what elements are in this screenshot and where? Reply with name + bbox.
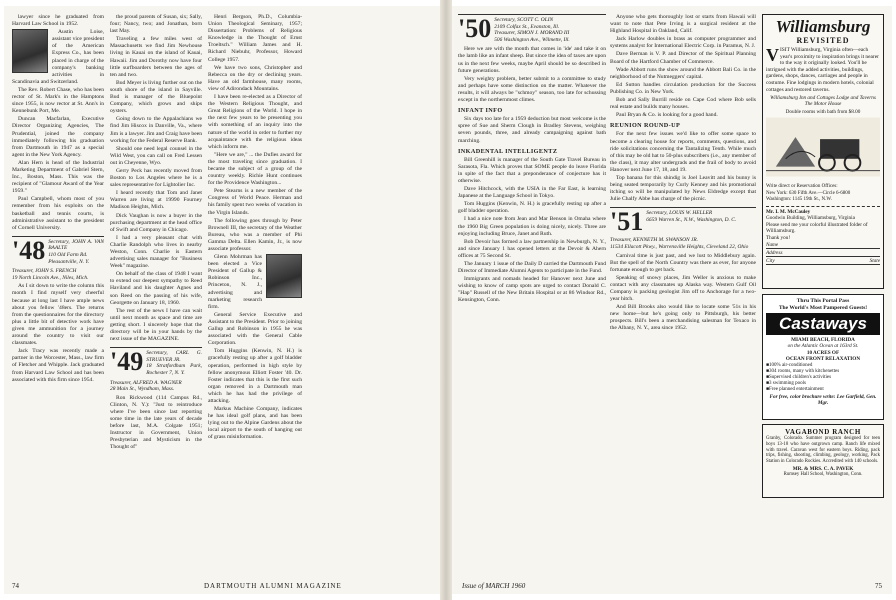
right-column-1 <box>458 14 606 579</box>
paragraph: Jack Tracy was recently made a partner in the Worcester, Mass., law firm of Fletcher and Whipple. Jack graduated from Harvard Law School and has been associated with this firm since 1954. <box>12 348 104 383</box>
paragraph: Dave Hitchcock, with the USIA in the Far East, is learning Japanese at the Language School in Tokyo. <box>458 186 606 200</box>
paragraph: The rest of the news I have can wait until next month as space and time are getting short. I sincerely hope that the directory will be in your hands by the next issue of the MAGAZINE. <box>110 307 202 343</box>
paragraph: The January 1 issue of the Daily D carried the Dartmouth Fund Director of Immediate Alumni Agents to participate in the Fund. <box>458 261 606 275</box>
treasurer: Treasurer, KENNETH M. SWANSON JR. <box>610 237 699 244</box>
paragraph: the proud parents of Susan, six; Sally, four; Nancy, two; and Jonathan, born last May. <box>110 14 202 35</box>
ad-subtitle: REVISITED <box>796 36 850 45</box>
treasurer: Treasurer, ALFRED A. WAGNER <box>110 379 182 386</box>
paragraph: Six days too late for a 1959 deduction but most welcome is the spree of Sue and Sherm Clough in Bradley Stevens, weighing seven pounds, three, and already campaigning against bath marching. <box>458 116 606 144</box>
williamsburg-ad <box>762 14 884 289</box>
class-50-header <box>458 14 606 43</box>
paragraph: Pete Stearns is a new member of the Congress of World Peace. Herman and his family spent two weeks of vacation in the Virgin Islands. <box>208 188 302 216</box>
left-column-2 <box>110 14 202 579</box>
feature-item: ■ Supervised children's activities <box>766 375 880 381</box>
paragraph: Top banana for this shindig is Joel Leavitt and his bunny is being seated temporarily by Curly Kenney and his promotional itching so will be manipulated by News Eldredge except that Julie Chalfy Abbe has charge of the picnic. <box>610 174 756 203</box>
secretary-address: 18 Stratfordham Park, Rochester 7, N. Y. <box>146 363 202 376</box>
paragraph: Glenn Mohrman has been elected a Vice President of Gallup & Robinson Inc., Princeton, N. J., advertising and marketing research firm. <box>208 254 262 310</box>
coupon-recipient: Mr. I. M. McCauley <box>766 208 811 215</box>
city-label: City <box>766 257 775 264</box>
paragraph: Anyone who gets thoroughly lost or starts from Hawaii will want to note that Pete Irving is a surgical resident at the Highland Hospital in Oakland, Calif. <box>610 14 756 35</box>
drop-cap: V <box>766 45 779 65</box>
castaways-logo: Castaways <box>766 313 880 335</box>
magazine-title: DARTMOUTH ALUMNI MAGAZINE <box>204 582 342 590</box>
name-field[interactable]: Name <box>766 242 880 249</box>
class-51-header <box>610 207 756 237</box>
ad-location-detail: on the Atlantic Ocean at 163rd St. <box>787 343 859 350</box>
subhead-infant-info: INFANT INFO <box>458 107 503 115</box>
class-48-header <box>12 236 104 265</box>
paragraph: Going down to the Appalachians we find Jim Hiscox in Danville, Va., where Jim is a lawyer. Jim and Craig have been working for the Federal Reserve Bank. <box>110 116 202 144</box>
paragraph: And Bill Brooks also would like to locate some '51s in his new home—but he's going only to Pittsburgh, his better prospects. Bill's been a merchandising salesman for Texaco in the Albany, N. Y., area since 1952. <box>610 304 756 332</box>
city-state-field[interactable] <box>766 258 880 265</box>
portrait-photo <box>12 29 48 73</box>
treasurer: Treasurer, SIMON J. MORAND III <box>494 30 570 37</box>
paragraph: Paul Bryan & Co. is looking for a good hand. <box>616 112 718 119</box>
paragraph: Bill Greenhill is manager of the South Gate Travel Bureau in Sarasota, Fla. Which proves that SOME people do leave Florida in spite of the fact that a preponderance of conjecture has it otherwise. <box>458 156 606 184</box>
class-year: '49 <box>110 347 144 377</box>
paragraph: Alan Hern is head of the Industrial Marketing Department of Gabriel Stern, Inc., Boston, Mass. This was the recipient of "Glamour Award of the Year 1959." <box>12 159 104 195</box>
paragraph: The following goes through by Peter Brownell III, the secretary of the Weather Bureau, who was a member of Phi Gamma Delta. Ellen Kamin, Jr., is now associate professor. <box>208 217 302 252</box>
secretary: Secretary, JOHN A. VAN BAALTE <box>48 238 104 252</box>
castaways-ad <box>762 294 884 420</box>
ad-title: Williamsburg <box>775 17 871 36</box>
treasurer-address: 506 Washington Ave., Wilmette, Ill. <box>494 36 570 43</box>
paragraph: I have been re-elected as a Director of the Western Religious Thought, and Great Religions of the World. I hope in the next few years to be presenting you with something of an inquiry into the nature of the world in order to further my acquaintance with the religious ideas which inform me. <box>208 94 302 150</box>
ad-lodging: Williamsburg Inn and Cottages Lodge and Taverns The Motor House <box>770 95 876 108</box>
page-number: 74 <box>12 582 19 590</box>
subhead-reunion: REUNION ROUND-UP <box>610 122 681 130</box>
paragraph: Bob and Sally Burrill reside on Cape Cod where Bob sells real estate and builds many houses. <box>610 97 756 111</box>
class-year: '48 <box>12 235 46 265</box>
paragraph: Paul Campbell, whom most of you remember from his exploits on the basketball and tennis courts, is administrative assistant to the president of Cornell University. <box>12 196 104 231</box>
paragraph: Very weighty problem, better submit to a committee to study and perhaps have some distinction on the matter. Whatever the results, it will always be "schmoy" season, too late for schussing except in the northernmost climes. <box>458 75 606 104</box>
secretary: Secretary, LOUIS W. HELLER <box>646 210 713 217</box>
class-year: '51 <box>610 207 644 237</box>
secretary-city: Pleasantville, N. Y. <box>48 258 90 265</box>
ad-brochure: For free, color brochure write: Lee Garfield, Gen. Mgr. <box>769 394 877 407</box>
feature-list <box>766 363 880 393</box>
paragraph: lawyer since he graduated from Harvard Law School in 1952. <box>12 14 104 28</box>
state-label: State <box>869 257 880 264</box>
paragraph: Bob Devoir has formed a law partnership in Newburgh, N. Y., and since January 1 has opened letters at the Devoir & Ahern offices at 75 Second St. <box>458 238 606 259</box>
ad-contact-address: Rumsey Hall School, Washington, Conn. <box>783 471 863 477</box>
paragraph: Ed Sutton handles circulation production for the Success Publishing Co. in New York. <box>610 81 756 95</box>
paragraph: Jack Harlow doubles in brass as computer programmer and systems analyst for International Electric Corp. in Paramus, N. J. <box>610 36 756 50</box>
page-number: 75 <box>875 582 882 590</box>
ad-office: Washington: 1145 19th St., N.W. <box>766 197 832 203</box>
address-field[interactable]: Address <box>766 250 880 257</box>
class-49-header <box>110 347 202 376</box>
ad-rates: Double rooms with bath from $8.00 <box>785 109 861 116</box>
paragraph: Carnival time is just past, and we lust to Middlebury again. But the spell of the North Country was there as ever, for anyone fortunate enough to get back. <box>610 252 756 273</box>
secretary: Secretary, SCOTT C. OLIN <box>494 17 554 23</box>
paragraph: Wade Abbott runs the show around the Abbott Bali Co. in the neighborhood of the Nutmeggers' capital. <box>610 66 756 80</box>
mail-coupon[interactable] <box>766 206 880 265</box>
ad-body: Granby, Colorado. Summer program designed for teen boys 13-18 who have outgrown camp. Ranch life mixed with travel. Caravan west for eastern boys. Riding, pack trips, fishing, shooting, climbing, geology, working, Pack Station in Colorado Rockies. Accredited with 140 schools. <box>766 436 880 465</box>
left-column-1 <box>12 14 104 579</box>
secretary-address: 6659 Warren St., N.W., Washington, D. C. <box>646 216 737 223</box>
paragraph: The Rev. Robert Chase, who has been rector of St. Mark's in the Hamptons since 1955, is now rector at St. Ann's in Kennebunk Port, Me. <box>12 86 104 115</box>
left-page <box>4 6 440 594</box>
paragraph: Immigrants and nomads headed for Hanover next June and wishing to know of camp spots are urged to contact Donald C. "Hap" Russell of the New Britain Hospital or at 86 Windsor Rd., Kensington, Conn. <box>458 276 606 304</box>
ad-headline-2: The World's Most Pampered Guests! <box>778 304 868 311</box>
paragraph: Gerry Peck has recently moved from Boston to Los Angeles where he is a sales representative for Lightolier Inc. <box>110 167 202 189</box>
ad-relaxation: OCEAN FRONT RELAXATION <box>785 355 861 362</box>
secretary-address: 2109 Colfax St., Evanston, Ill. <box>494 23 560 30</box>
secretary-address: 110 Old Farm Rd. <box>48 252 88 258</box>
feature-item: ■ 3 swimming pools <box>766 381 880 387</box>
ad-office: New York: 630 Fifth Ave.—Circle 6-6800 <box>766 190 851 196</box>
paragraph: "Here we are," ... the Dufies award for the most traveling since graduation. I became the subject of a group of the country weekly. Richie Hunt continues for the Providence Washington... <box>208 151 302 187</box>
treasurer-address: 11534 Ellacott Pkwy., Warrensville Heights, Cleveland 22, Ohio <box>610 243 749 250</box>
secretary: Secretary, CARL G. STRUEVER JR. <box>146 350 202 363</box>
left-column-3 <box>208 14 302 579</box>
paragraph: I heard recently that Tom and Janet Warren are living at 19990 Fourney Madison Heights, Mich. <box>110 190 202 211</box>
ad-acres: 10 ACRES OF <box>806 349 840 356</box>
treasurer: Treasurer, JOHN S. FRENCH <box>12 268 77 275</box>
paragraph: Should one need legal counsel in the Wild West, you can call on Fred Lessen out in Cheyenne, Wyo. <box>110 145 202 166</box>
paragraph: For the next few issues we'd like to offer some space to become a clearing house for reports, comments, questions, and ride solicitations concerning the Tantalizing Tenth. While much of this may be old hat to 50-plus subscribers (i.e., any member of the class), it may alter undergrads and the frail of body to avoid Hanover next June 17, 18, and 19. <box>610 131 756 173</box>
feature-item: ■ Free planned entertainment <box>766 387 880 393</box>
treasurer-address: 19 North Lincoln Ave., Niles, Mich. <box>12 274 89 281</box>
colonial-carriage-illustration <box>766 117 880 177</box>
paragraph: On behalf of the class of 1948 I want to extend our deepest sympathy to Reed Haviland and his daughter Agnes and son Reed on the passing of his wife, Georgette on January 18, 1960. <box>110 271 202 306</box>
right-column-2 <box>610 14 756 579</box>
ad-contact: MR. & MRS. C. A. PAVEK <box>792 465 854 472</box>
paragraph: General Service Executive and Assistant to the President. Prior to joining Gallup and Robinson in 1955 he was associated with the General Cable Corporation. <box>208 311 302 347</box>
ad-location: MIAMI BEACH, FLORIDA <box>791 337 855 344</box>
paragraph: Ron Rickwood (114 Campus Rd., Clinton, N. Y.): "Just to reintroduce where I've been since last reporting some time in the late years of decade before last, M.A. Colgate 1951; Instructor in Government, Union Presbyterian and Mysticism in the Thought of" <box>110 394 202 451</box>
paragraph: Speaking of snowy places, Jim Weller is anxious to make contact with any classmates up Alaska way. Western Gulf Oil Company is packing geologist Jim off to Anchorage for a two-year hitch. <box>610 274 756 303</box>
paragraph: Dick Vaughan is now a buyer in the purchasing department at the head office of Swift and Company in Chicago. <box>110 212 202 233</box>
paragraph: Here we are with the month that comes in 'ide' and take it on the lamb like an infant sheep. But since the idea of taxes are upon us in the next few weeks, maybe April should be so described in future generations. <box>458 46 606 74</box>
paragraph: Tom Huggins (Kenwin, N. H.) is gracefully resting up after a golf bladder operation. <box>458 201 606 215</box>
paragraph: Duncan Macfarlan, Executive Director Organizing Agencies, The Prudential, joined the company immediately following his graduation from Dartmouth in 1947 as a special agent in the New York Agency. <box>12 116 104 158</box>
feature-item: ■ 100% air-conditioned <box>766 363 880 369</box>
paragraph: We have two sons, Christopher and Rebecca on the dry or declining years. Have an old farmhouse, many rooms, view of Adirondack Mountains. <box>208 64 302 92</box>
paragraph: I had a very pleasant chat with Charlie Randolph who lives in nearby Weston, Conn. Charlie is Eastern advertising sales manager for "Business Week" magazine. <box>110 234 202 270</box>
paragraph: Markus Machine Company, indicates he has ideal golf plans, and has been lying out to the Alpine Gardens about the local airport to the south of hanging out of grass misinformation. <box>208 406 302 441</box>
paragraph: Tom Huggins (Kenwin, N. H.) is gracefully resting up after a golf bladder operation, performed in high style by fellow anonymous Elliott Foster '40. Dr. Foster indicates that this is the first such organ removed in a Dartmouth man which he has had the privilege of attacking. <box>208 348 302 404</box>
paragraph: I had a nice note from Jean and Mar Benson in Omaha where the 1960 Big Green population is doing nicely, nicely. Three are enjoying including Bruce, Janet and Ruth. <box>458 216 606 237</box>
class-year: '50 <box>458 14 492 43</box>
coupon-sign: Thank you! <box>766 234 791 241</box>
coupon-address: Goodwin Building, Williamsburg, Virginia <box>766 215 855 222</box>
page-gutter <box>440 0 452 600</box>
issue-label: Issue of MARCH 1960 <box>462 582 526 590</box>
paragraph: Dave Berman is V. P. and Director of the Spiritual Planning Board of the Hartford Chamber of Commerce. <box>610 51 756 65</box>
ad-title: VAGABOND RANCH <box>785 428 861 436</box>
ad-headline: Thru This Portal Pass <box>796 298 850 304</box>
ad-body: ISIT Williamsburg, Virginia often—each year's proximity to inspiration brings it nearer to the way it originally looked. You'll be intrigued with the added activities, buildings, gardens, shops, dances, carriages and people in costume. Fine lodgings in modern hotels, colonial cottages and restored taverns. <box>766 47 879 93</box>
paragraph: Traveling a few miles west of Massachusetts we find Jim Newhouse living in Kauai on the island of Kauai, Hawaii. Jim and Dorothy now have four little surfboarders between the ages of ten and two. <box>110 36 202 78</box>
portrait-photo <box>266 254 302 298</box>
paragraph: Bud Meyer is living further out on the south shore of the island in Sayville. Bud is manager of the Bluepoint Company, which grows and ships oysters. <box>110 79 202 115</box>
coupon-text: Please send me your colorful illustrated folder of Williamsburg. <box>766 221 868 235</box>
vagabond-ranch-ad <box>762 424 884 498</box>
treasurer-address: 28 Main St., Wyndham, Mass. <box>110 386 175 393</box>
paragraph: Henri Bergson, Ph.D., Columbia-Union Theological Seminary, 1957; Dissertation: Problems of Religious Knowledge in the Thought of Ernst Troeltsch." William James and H. Richard Niebuhr, Professor, Howard College 1957. <box>208 14 302 63</box>
paragraph: As I sit down to write the column this month I find myself very cheerful because at long last I have ample news about you fellow '48ers. The returns from the questionnaires for the directory plus a little bit of detective work have given me ammunition for a journey around the country to visit our classmates. <box>12 283 104 347</box>
paragraph: Austin Loise, assistant vice president of the American Express Co., has been placed in charge of the company's banking activities in Scandinavia and Switzerland. <box>12 29 104 85</box>
right-page <box>452 6 892 594</box>
subhead-inkadental: INKADENTAL INTELLIGENTZ <box>458 147 558 155</box>
feature-item: ■ 304 rooms, many with kitchenettes <box>766 369 880 375</box>
ad-info: Write direct or Reservation Offices: <box>766 184 838 190</box>
